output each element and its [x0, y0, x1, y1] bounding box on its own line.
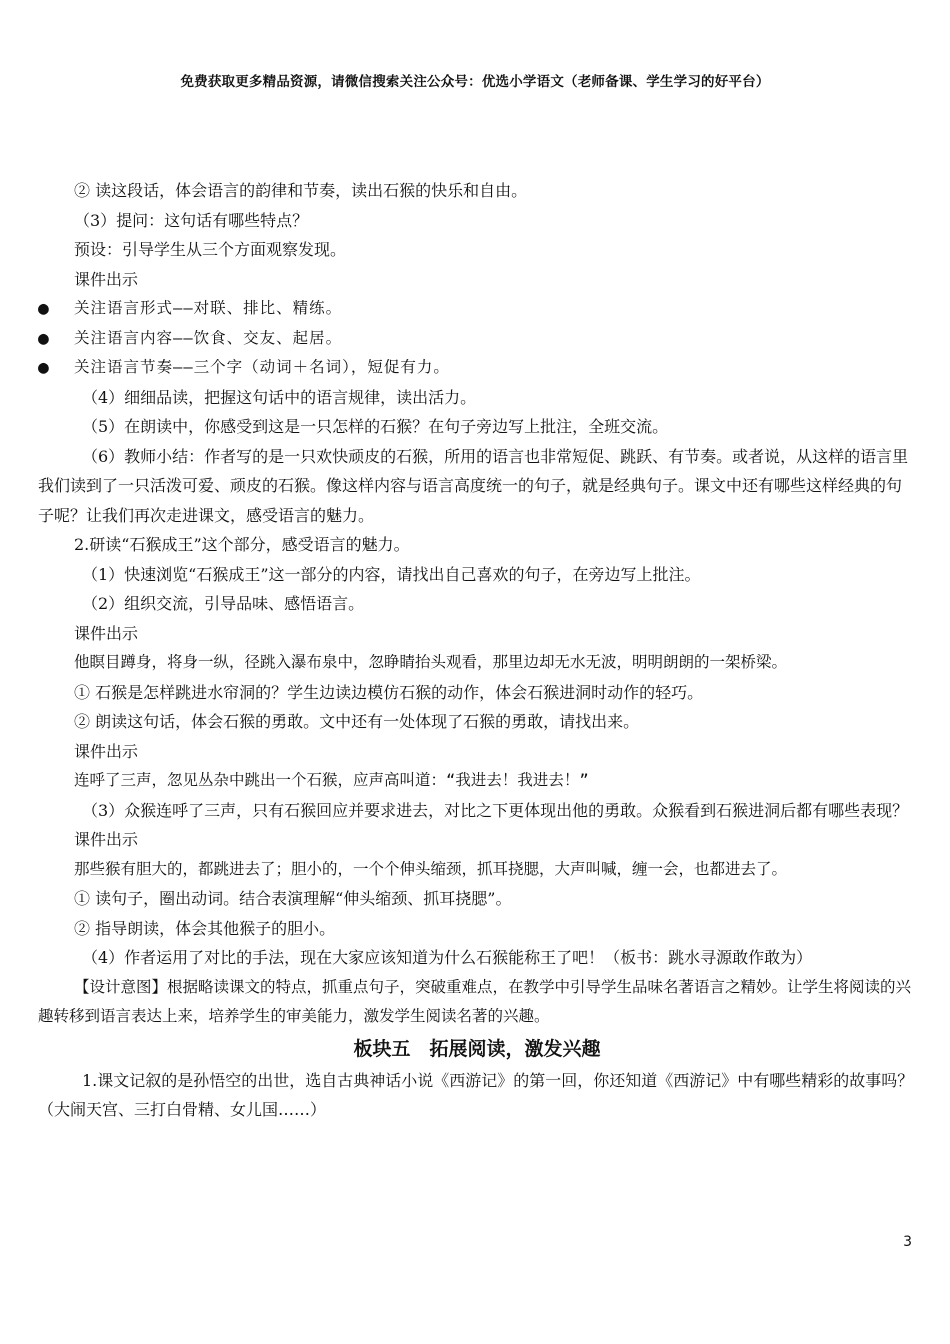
quoted-passage: 他瞑目蹲身，将身一纵，径跳入瀑布泉中，忽睁睛抬头观看，那里边却无水无波，明明朗朗的一架桥梁。 [74, 653, 788, 671]
courseware-label: 课件出示 [74, 623, 139, 643]
courseware-label: 课件出示 [74, 741, 139, 761]
paragraph: ② 指导朗读，体会其他猴子的胆小。 [74, 918, 336, 938]
bullet-text: 关注语言形式——对联、排比、精练。 [74, 299, 343, 317]
bullet-item [38, 353, 916, 383]
paragraph: 1.课文记叙的是孙悟空的出世，选自古典神话小说《西游记》的第一回，你还知道《西游记》中有哪些精彩的故事吗？（大闹天宫、三打白骨精、女儿国……） [38, 1070, 914, 1119]
quoted-passage: 那些猴有胆大的，都跳进去了；胆小的，一个个伸头缩颈，抓耳挠腮，大声叫喊，缠一会，也都进去了。 [74, 859, 788, 878]
paragraph: （6）教师小结：作者写的是一只欢快顽皮的石猴，所用的语言也非常短促、跳跃、有节奏。或者说，从这样的语言里我们读到了一只活泼可爱、顽皮的石猴。像这样内容与语言高度统一的句子，就是经典句子。课文中还有哪些这样经典的句子呢？让我们再次走进课文，感受语言的魅力。 [38, 446, 909, 525]
bullet-icon: ● [38, 327, 49, 349]
bullet-item [38, 324, 916, 354]
design-intent-note: 【设计意图】根据略读课文的特点，抓重点句子，突破重难点，在教学中引导学生品味名著语言之精妙。让学生将阅读的兴趣转移到语言表达上来，培养学生的审美能力，激发学生阅读名著的兴趣。 [38, 977, 912, 1025]
section-heading: 板块五 拓展阅读，激发兴趣 [353, 1037, 601, 1060]
courseware-label: 课件出示 [74, 269, 139, 289]
bullet-item [38, 294, 916, 324]
paragraph: （5）在朗读中，你感受到这是一只怎样的石猴？在句子旁边写上批注，全班交流。 [82, 417, 669, 436]
paragraph: （3）提问：这句话有哪些特点？ [74, 210, 309, 230]
paragraph: （4）作者运用了对比的手法，现在大家应该知道为什么石猴能称王了吧！（板书：跳水寻源敢作敢为） [82, 948, 813, 967]
paragraph: （2）组织交流，引导品味、感悟语言。 [82, 594, 365, 613]
quoted-passage: 连呼了三声，忽见丛杂中跳出一个石猴，应声高叫道：“我进去！我进去！” [74, 771, 589, 789]
paragraph: （1）快速浏览“石猴成王”这一部分的内容，请找出自己喜欢的句子，在旁边写上批注。 [82, 564, 701, 584]
paragraph: ② 读这段话，体会语言的韵律和节奏，读出石猴的快乐和自由。 [74, 181, 528, 200]
paragraph: ① 读句子，圈出动词。结合表演理解“伸头缩颈、抓耳挠腮”。 [74, 889, 512, 908]
paragraph: （4）细细品读，把握这句话中的语言规律，读出活力。 [82, 387, 477, 407]
document-body [38, 176, 916, 1125]
paragraph: 2.研读“石猴成王”这个部分，感受语言的魅力。 [74, 535, 410, 554]
paragraph: ② 朗读这句话，体会石猴的勇敢。文中还有一处体现了石猴的勇敢，请找出来。 [74, 712, 640, 731]
paragraph: （3）众猴连呼了三声，只有石猴回应并要求进去，对比之下更体现出他的勇敢。众猴看到石猴进洞后都有哪些表现？ [82, 800, 909, 820]
paragraph: ① 石猴是怎样跳进水帘洞的？学生边读边模仿石猴的动作，体会石猴进洞时动作的轻巧。 [74, 682, 704, 702]
bullet-text: 关注语言节奏——三个字（动词＋名词），短促有力。 [74, 358, 450, 376]
paragraph: 预设：引导学生从三个方面观察发现。 [74, 240, 347, 259]
bullet-icon: ● [38, 357, 49, 378]
bullet-icon: ● [38, 298, 49, 319]
bullet-text: 关注语言内容——饮食、交友、起居。 [74, 328, 343, 347]
page-header-banner: 免费获取更多精品资源，请微信搜索关注公众号：优选小学语文（老师备课、学生学习的好平台） [180, 74, 770, 90]
courseware-label: 课件出示 [74, 830, 139, 849]
page-number: 3 [903, 1234, 912, 1250]
